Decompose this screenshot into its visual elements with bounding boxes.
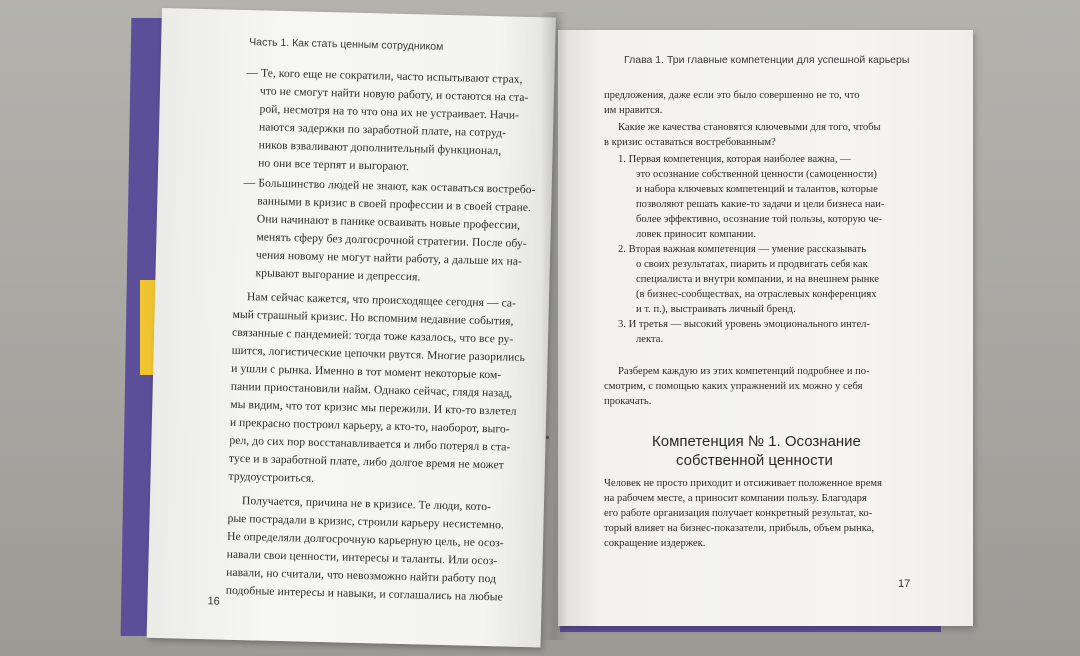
text-line: рые пострадали в кризис, строили карьеру несистемно. <box>227 511 505 532</box>
text-line: 3. И третья — высокий уровень эмоционального интел- <box>618 319 870 330</box>
text-line: и набора ключевых компетенций и талантов, которые <box>636 184 878 195</box>
text-line: (в бизнес-сообществах, на отраслевых конференциях <box>636 289 877 300</box>
text-line: сокращение издержек. <box>604 538 706 549</box>
text-line: мый страшный кризис. Но вспомним недавние события, <box>232 307 514 328</box>
text-line: навали, но считали, что невозможно найти работу под <box>226 565 497 586</box>
text-line: Разберем каждую из этих компетенций подробнее и по- <box>618 366 870 377</box>
text-line: Они начинают в панике осваивать новые профессии, <box>256 212 521 232</box>
text-line: подобные интересы и навыки, и соглашались на любые <box>225 583 503 604</box>
section-heading-line1: Компетенция № 1. Осознание <box>652 433 861 450</box>
right-running-head: Глава 1. Три главные компетенции для успешной карьеры <box>624 54 910 66</box>
text-line: — Большинство людей не знают, как оставаться востребо- <box>243 176 536 197</box>
text-line: и прекрасно построил карьеру, а кто-то, наоборот, выго- <box>229 415 510 436</box>
text-line: лекта. <box>636 334 664 345</box>
text-line: связанные с пандемией: тогда тоже казалось, что все ру- <box>231 325 514 346</box>
text-line: наются задержки по заработной плате, на сотруд- <box>258 120 507 140</box>
text-line: в кризис оставаться востребованным? <box>604 137 776 148</box>
text-line: но они все терпят и выгорают. <box>258 156 410 174</box>
text-line: им нравится. <box>604 105 663 116</box>
text-line: крывают выгорание и депрессия. <box>255 266 421 284</box>
left-page-number: 16 <box>207 595 220 608</box>
text-line: Получается, причина не в кризисе. Те люди, кото- <box>241 494 492 514</box>
text-line: специалиста и внутри компании, и на внешнем рынке <box>636 274 879 285</box>
text-line: предложения, даже если это было совершенно не то, что <box>604 90 860 101</box>
text-line: шится, логистические цепочки рвутся. Многие разорились <box>231 343 526 364</box>
left-running-head: Часть 1. Как стать ценным сотрудником <box>249 36 444 53</box>
text-line: рел, до сих пор восстанавливается и либо потерял в ста- <box>229 433 511 454</box>
text-line: о своих результатах, пиарить и продвигать себя как <box>636 259 868 270</box>
text-line: позволяют решать какие-то задачи и цели бизнеса наи- <box>636 199 885 210</box>
text-line: его работе организация получает конкретный результат, ко- <box>604 508 873 519</box>
text-line: смотрим, с помощью каких упражнений их можно у себя <box>604 381 863 392</box>
text-line: пании приостановили найм. Однако сейчас, глядя назад, <box>230 379 513 400</box>
text-line: на рабочем месте, а приносит компании пользу. Благодаря <box>604 493 867 504</box>
left-page <box>147 8 556 647</box>
text-line: что не смогут найти новую работу, и остаются на ста- <box>259 84 529 104</box>
text-line: — Те, кого еще не сократили, часто испытывают страх, <box>246 66 523 86</box>
text-line: 2. Вторая важная компетенция — умение рассказывать <box>618 244 867 255</box>
right-page <box>558 30 973 626</box>
text-line: ловек приносит компании. <box>636 229 756 240</box>
book-gutter-shadow <box>540 12 568 640</box>
text-line: и т. п.), выстраивать личный бренд. <box>636 304 796 315</box>
paper-speck <box>546 436 549 439</box>
text-line: чения новому не могут найти работу, а дальше их на- <box>255 248 523 268</box>
text-line: и ушли с рынка. Именно в тот момент некоторые ком- <box>231 361 502 382</box>
text-line: это осознание собственной ценности (самоценности) <box>636 169 877 180</box>
right-page-number: 17 <box>898 578 911 590</box>
text-line: торый влияет на бизнес-показатели, прибыль, объем рынка, <box>604 523 875 534</box>
text-line: Человек не просто приходит и отсиживает положенное время <box>604 478 883 489</box>
text-line: навали свои ценности, интересы и таланты. Или осоз- <box>226 547 498 568</box>
text-line: мы видим, что тот кризис мы пережили. И кто-то взлетел <box>230 397 517 418</box>
text-line: Какие же качества становятся ключевыми для того, чтобы <box>618 122 881 133</box>
text-line: Не определяли долгосрочную карьерную цель, не осоз- <box>226 529 504 550</box>
text-line: более эффективно, осознание той пользы, которую че- <box>636 214 882 225</box>
text-line: ванными в кризис в своей профессии и в своей стране. <box>257 194 532 215</box>
text-line: менять сферу без долгосрочной стратегии. После обу- <box>256 230 527 250</box>
text-line: ников взваливают дополнительный функционал, <box>258 138 502 158</box>
text-line: трудоустроиться. <box>228 469 315 485</box>
text-line: тусе и в заработной плате, либо долгое время не может <box>228 451 505 472</box>
text-line: Нам сейчас кажется, что происходящее сегодня — са- <box>246 290 517 310</box>
text-line: прокачать. <box>604 396 652 407</box>
text-line: 1. Первая компетенция, которая наиболее важна, — <box>618 154 851 165</box>
text-line: рой, несмотря на то что она их не устраивает. Начи- <box>259 102 520 122</box>
section-heading-line2: собственной ценности <box>676 452 833 469</box>
